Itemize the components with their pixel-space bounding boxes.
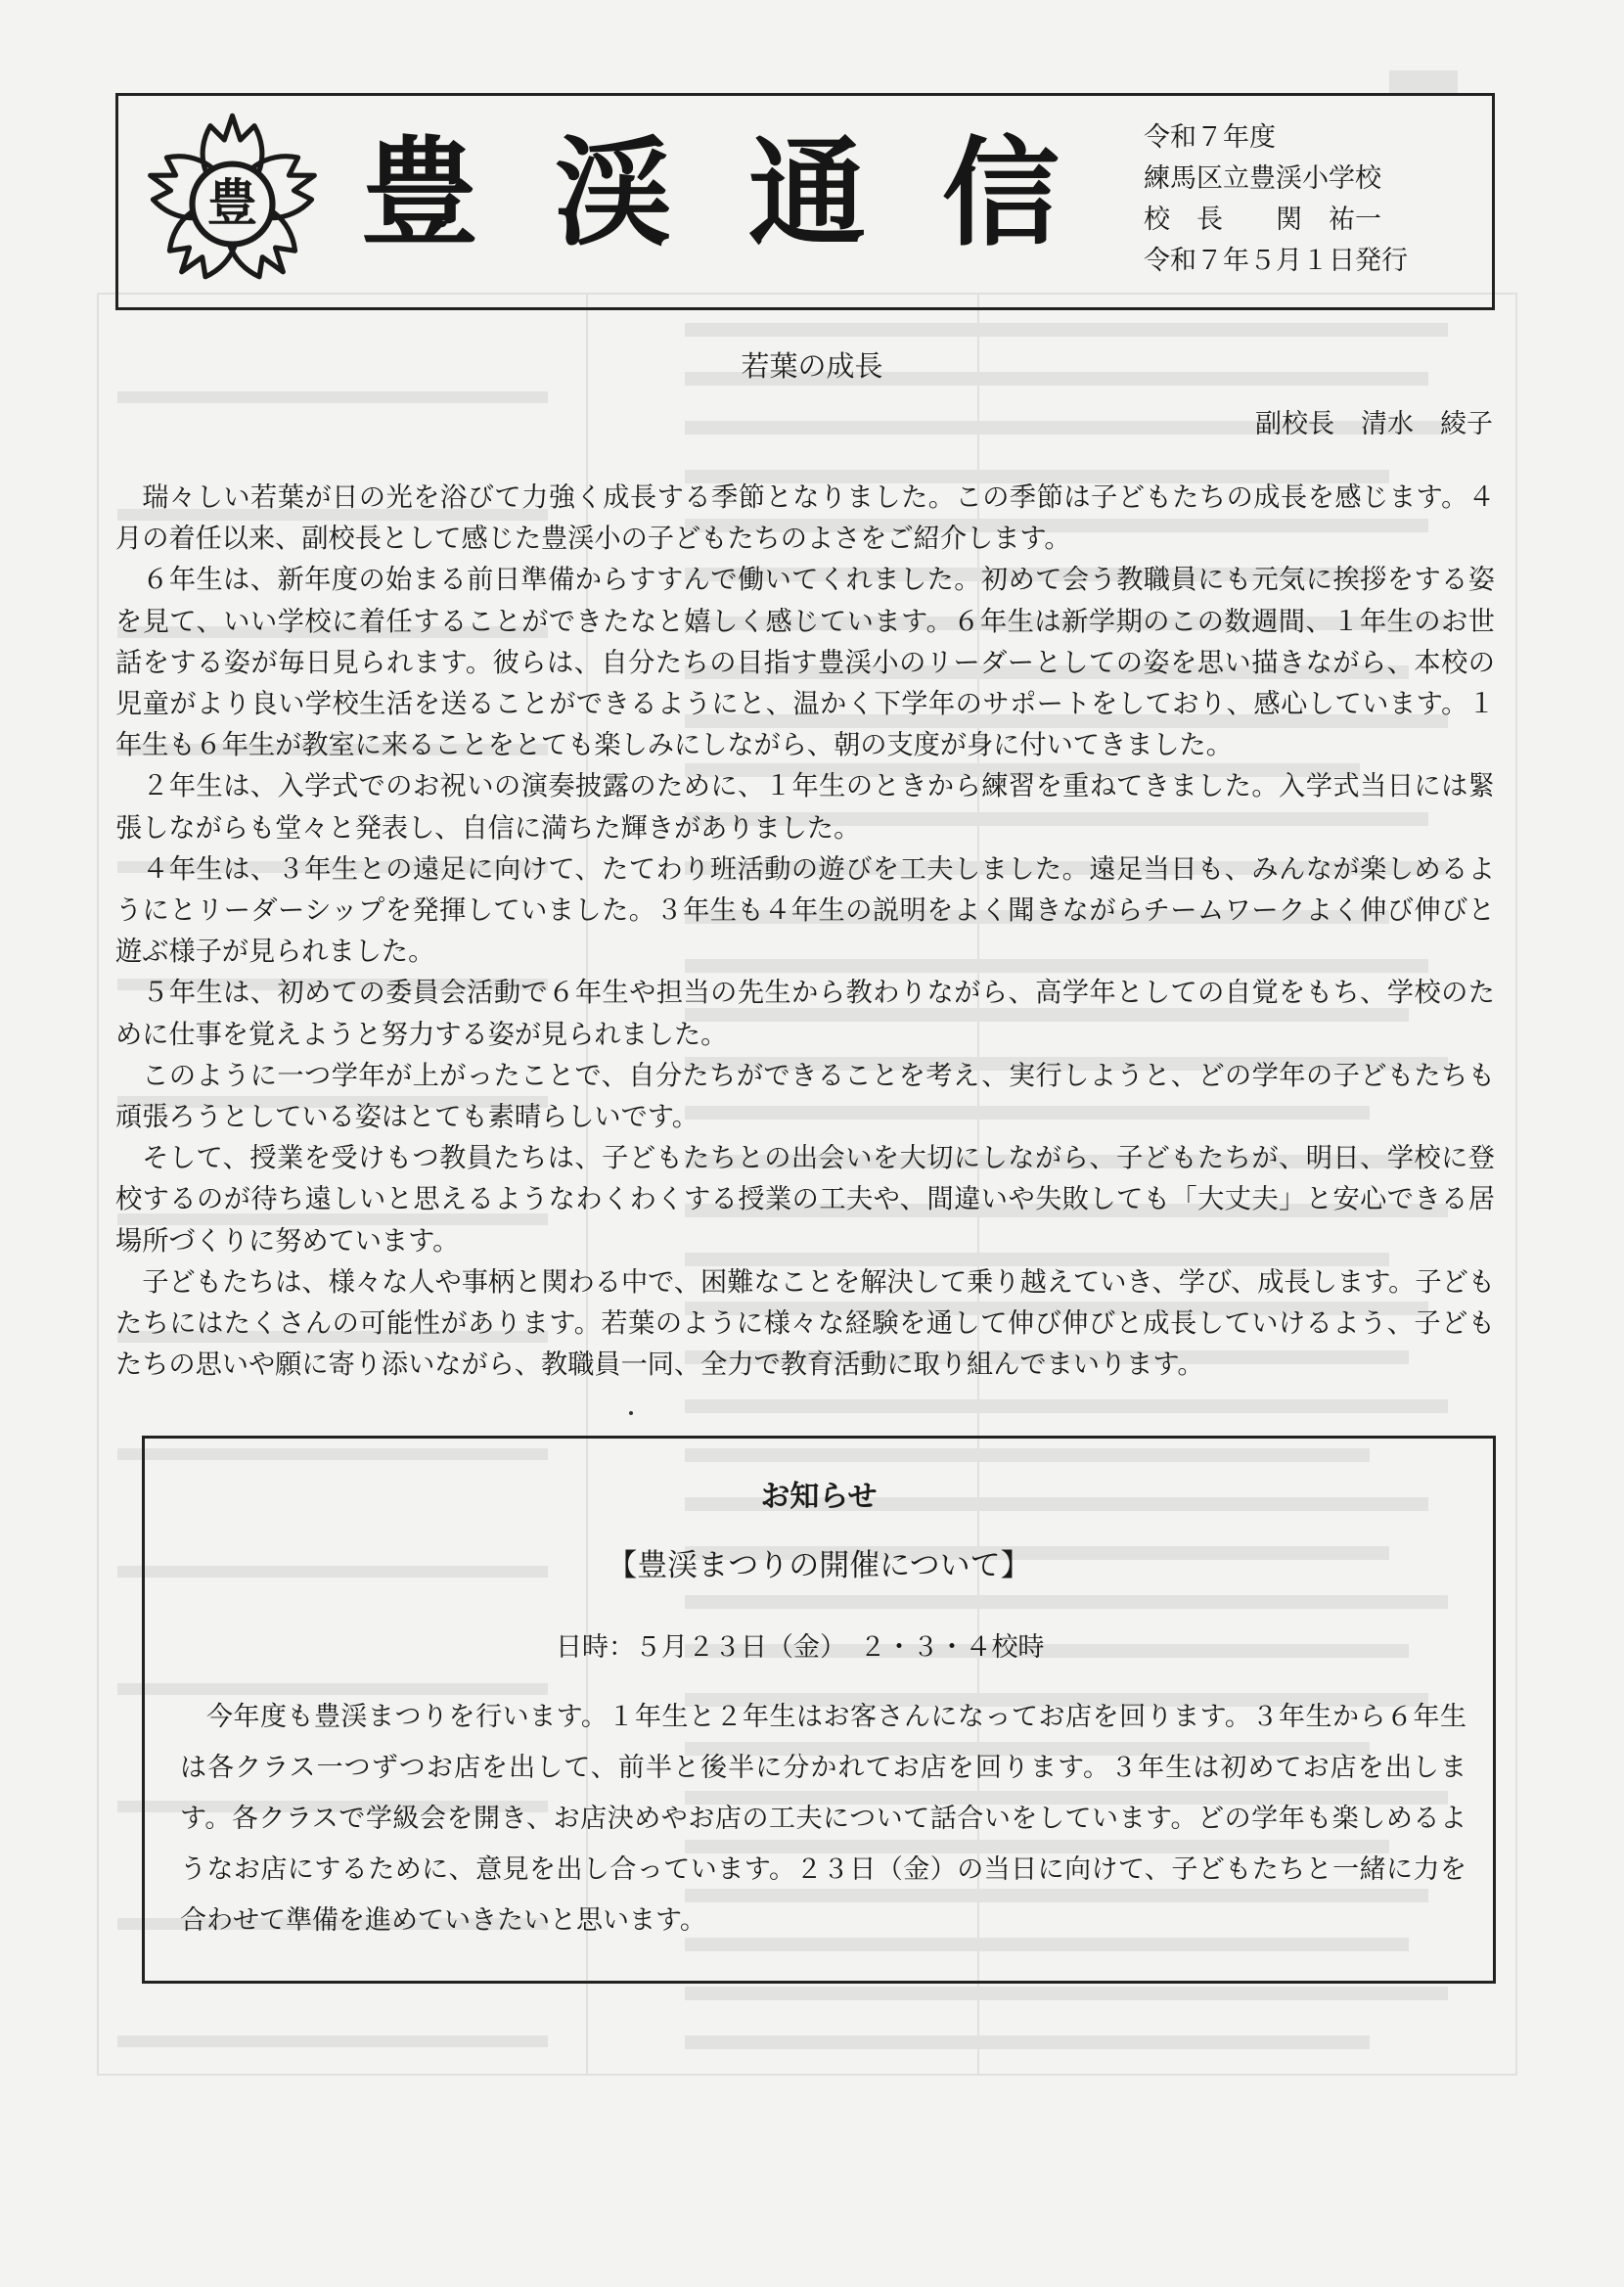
article-paragraph: 子どもたちは、様々な人や事柄と関わる中で、困難なことを解決して乗り越えていき、学び、成長します。子どもたちにはたくさんの可能性があります。若葉のように様々な経験を通して伸び伸びと成長していけるよう、子どもたちの思いや願に寄り添いながら、教職員一同、全力で教育活動に取り組んでまいります。	[115, 1266, 1495, 1381]
article-title: 若葉の成長	[741, 349, 883, 383]
notice-title: お知らせ	[760, 1480, 878, 1514]
school-sakura-emblem-icon	[132, 102, 333, 302]
notice-subtitle: 【豊渓まつりの開催について】	[607, 1548, 1031, 1583]
svg-text:豊: 豊	[206, 173, 258, 233]
issue-info	[1144, 117, 1408, 282]
issue-date: 令和７年５月１日発行	[1144, 246, 1408, 276]
notice-body	[180, 1692, 1466, 1946]
notice-paragraph: 今年度も豊渓まつりを行います。１年生と２年生はお客さんになってお店を回ります。３年生から６年生は各クラス一つずつお店を出して、前半と後半に分かれてお店を回ります。３年生は初めてお店を出します。各クラスで学級会を開き、お店決めやお店の工夫について話合いをしています。どの学年も楽しめるようなお店にするために、意見を出し合っています。２３日（金）の当日に向けて、子どもたちと一緒に力を合わせて準備を進めていきたいと思います。	[180, 1702, 1466, 1936]
newsletter-title: 豊渓通信	[361, 124, 1136, 262]
article-paragraph: ５年生は、初めての委員会活動で６年生や担当の先生から教わりながら、高学年としての自覚をもち、学校のために仕事を覚えようと努力する姿が見られました。	[115, 978, 1495, 1050]
principal-name: 校 長 関 祐一	[1144, 205, 1381, 235]
article-author: 副校長 清水 綾子	[1255, 409, 1493, 439]
article-paragraph: このように一つ学年が上がったことで、自分たちができることを考え、実行しようと、どの学年の子どもたちも頑張ろうとしている姿はとても素晴らしいです。	[115, 1060, 1495, 1133]
article-paragraph: ４年生は、３年生との遠足に向けて、たてわり班活動の遊びを工夫しました。遠足当日も、みんなが楽しめるようにとリーダーシップを発揮していました。３年生も４年生の説明をよく聞きながらチームワークよく伸び伸びと遊ぶ様子が見られました。	[115, 853, 1495, 968]
article-paragraph: 瑞々しい若葉が日の光を浴びて力強く成長する季節となりました。この季節は子どもたちの成長を感じます。４月の着任以来、副校長として感じた豊渓小の子どもたちのよさをご紹介します。	[115, 482, 1495, 555]
article-paragraph: ２年生は、入学式でのお祝いの演奏披露のために、１年生のときから練習を重ねてきました。入学式当日には緊張しながらも堂々と発表し、自信に満ちた輝きがありました。	[115, 771, 1495, 844]
article-paragraph: そして、授業を受けもつ教員たちは、子どもたちとの出会いを大切にしながら、子どもたちが、明日、学校に登校するのが待ち遠しいと思えるようなわくわくする授業の工夫や、間違いや失敗しても「大丈夫」と安心できる居場所づくりに努めています。	[115, 1143, 1495, 1257]
notice-box	[142, 1436, 1496, 1984]
school-name: 練馬区立豊渓小学校	[1144, 163, 1381, 194]
stray-dot	[629, 1411, 633, 1415]
event-date: 日時：５月２３日（金） ２・３・４校時	[556, 1632, 1045, 1663]
article-paragraph: ６年生は、新年度の始まる前日準備からすすんで働いてくれました。初めて会う教職員にも元気に挨拶をする姿を見て、いい学校に着任することができたなと嬉しく感じています。６年生は新学期のこの数週間、１年生のお世話をする姿が毎日見られます。彼らは、自分たちの目指す豊渓小のリーダーとしての姿を思い描きながら、本校の児童がより良い学校生活を送ることができるようにと、温かく下学年のサポートをしており、感心しています。１年生も６年生が教室に来ることをとても楽しみにしながら、朝の支度が身に付いてきました。	[115, 565, 1495, 761]
school-year: 令和７年度	[1144, 122, 1276, 153]
article-body	[115, 478, 1495, 1386]
masthead	[115, 93, 1495, 310]
